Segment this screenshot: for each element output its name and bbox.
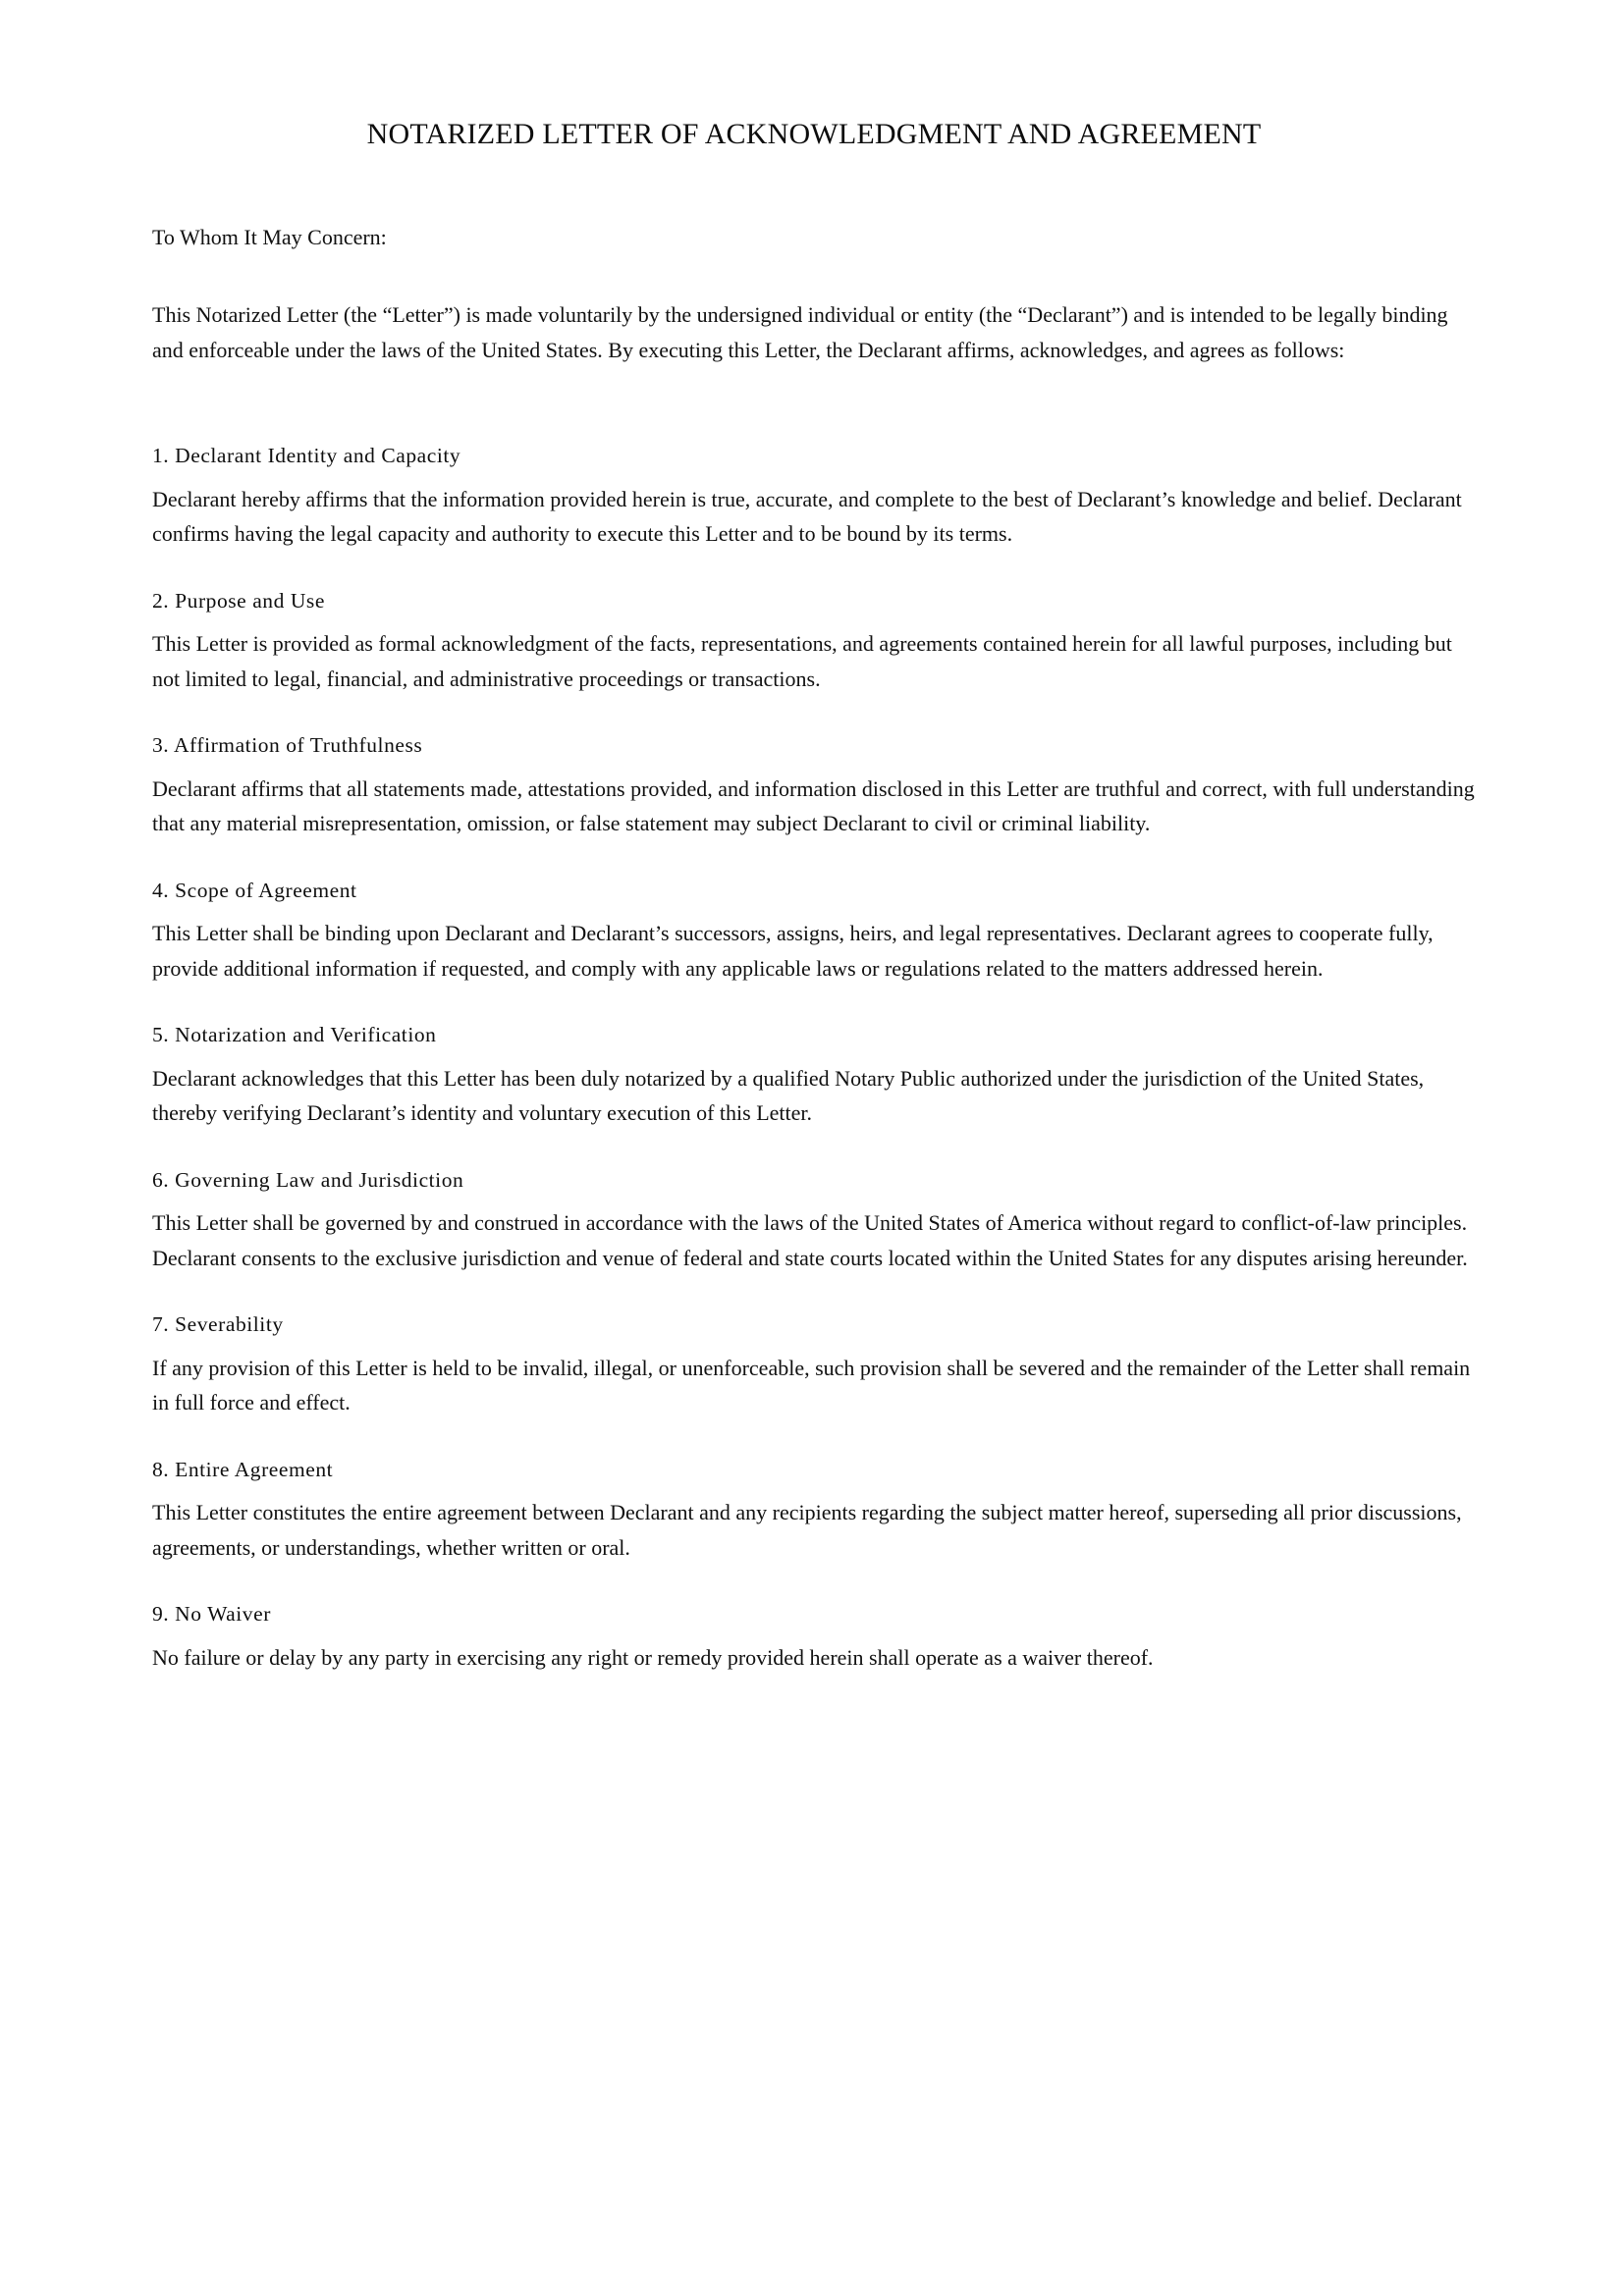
- section-heading: 8. Entire Agreement: [152, 1457, 334, 1481]
- section-text: No failure or delay by any party in exercising any right or remedy provided herein shall operate as a waiver thereof.: [152, 1644, 1154, 1670]
- section-text: Declarant affirms that all statements made, attestations provided, and information disclosed in this Letter are truthful and correct, with full understanding that any material misrepresentation, omission, or false statement may subject Declarant to civil or criminal liability.: [152, 775, 1475, 836]
- section-text: Declarant hereby affirms that the information provided herein is true, accurate, and complete to the best of Declarant’s knowledge and belief. Declarant confirms having the legal capacity and authority to execute this Letter and to be bound by its terms.: [152, 486, 1462, 547]
- section-8: [152, 1420, 1476, 1566]
- section-heading: 6. Governing Law and Jurisdiction: [152, 1167, 464, 1192]
- section-text: This Letter constitutes the entire agreement between Declarant and any recipients regarding the subject matter hereof, superseding all prior discussions, agreements, or understandings, whether written or oral.: [152, 1500, 1462, 1560]
- page-title: NOTARIZED LETTER OF ACKNOWLEDGMENT AND AGREEMENT: [366, 118, 1262, 150]
- section-heading: 9. No Waiver: [152, 1602, 271, 1627]
- section-text: Declarant acknowledges that this Letter has been duly notarized by a qualified Notary Public authorized under the jurisdiction of the United States, thereby verifying Declarant’s identity and voluntary execution of this Letter.: [152, 1065, 1425, 1126]
- section-1: [152, 440, 1476, 552]
- section-heading: 7. Severability: [152, 1312, 284, 1337]
- section-heading: 5. Notarization and Verification: [152, 1023, 437, 1047]
- section-7: [152, 1275, 1476, 1420]
- section-text: This Letter is provided as formal acknowledgment of the facts, representations, and agreements contained herein for all lawful purposes, including but not limited to legal, financial, and administrative proceedings or transactions.: [152, 631, 1452, 691]
- section-heading: 3. Affirmation of Truthfulness: [152, 733, 423, 758]
- document-body: [152, 0, 1476, 1675]
- section-3: [152, 696, 1476, 841]
- intro-paragraph: This Notarized Letter (the “Letter”) is made voluntarily by the undersigned individual or entity (the “Declarant”) and is intended to be legally binding and enforceable under the laws of the United States. By executing this Letter, the Declarant affirms, acknowledges, and agrees as follows:: [152, 302, 1448, 362]
- section-6: [152, 1131, 1476, 1276]
- section-2: [152, 552, 1476, 697]
- section-heading: 1. Declarant Identity and Capacity: [152, 444, 461, 468]
- section-text: If any provision of this Letter is held to be invalid, illegal, or unenforceable, such provision shall be severed and the remainder of the Letter shall remain in full force and effect.: [152, 1355, 1471, 1415]
- section-heading: 2. Purpose and Use: [152, 588, 325, 613]
- section-4: [152, 841, 1476, 987]
- section-9: [152, 1565, 1476, 1675]
- salutation: To Whom It May Concern:: [152, 224, 387, 249]
- section-text: This Letter shall be binding upon Declarant and Declarant’s successors, assigns, heirs, and legal representatives. Declarant agrees to cooperate fully, provide additional information if requested, and comply with any applicable laws or regulations related to the matters addressed herein.: [152, 921, 1434, 981]
- sections-list: [152, 367, 1476, 1675]
- section-5: [152, 986, 1476, 1131]
- section-text: This Letter shall be governed by and construed in accordance with the laws of the United States of America without regard to conflict-of-law principles. Declarant consents to the exclusive jurisdiction and venue of federal and state courts located within the United States for any disputes arising hereunder.: [152, 1210, 1468, 1270]
- section-heading: 4. Scope of Agreement: [152, 878, 357, 902]
